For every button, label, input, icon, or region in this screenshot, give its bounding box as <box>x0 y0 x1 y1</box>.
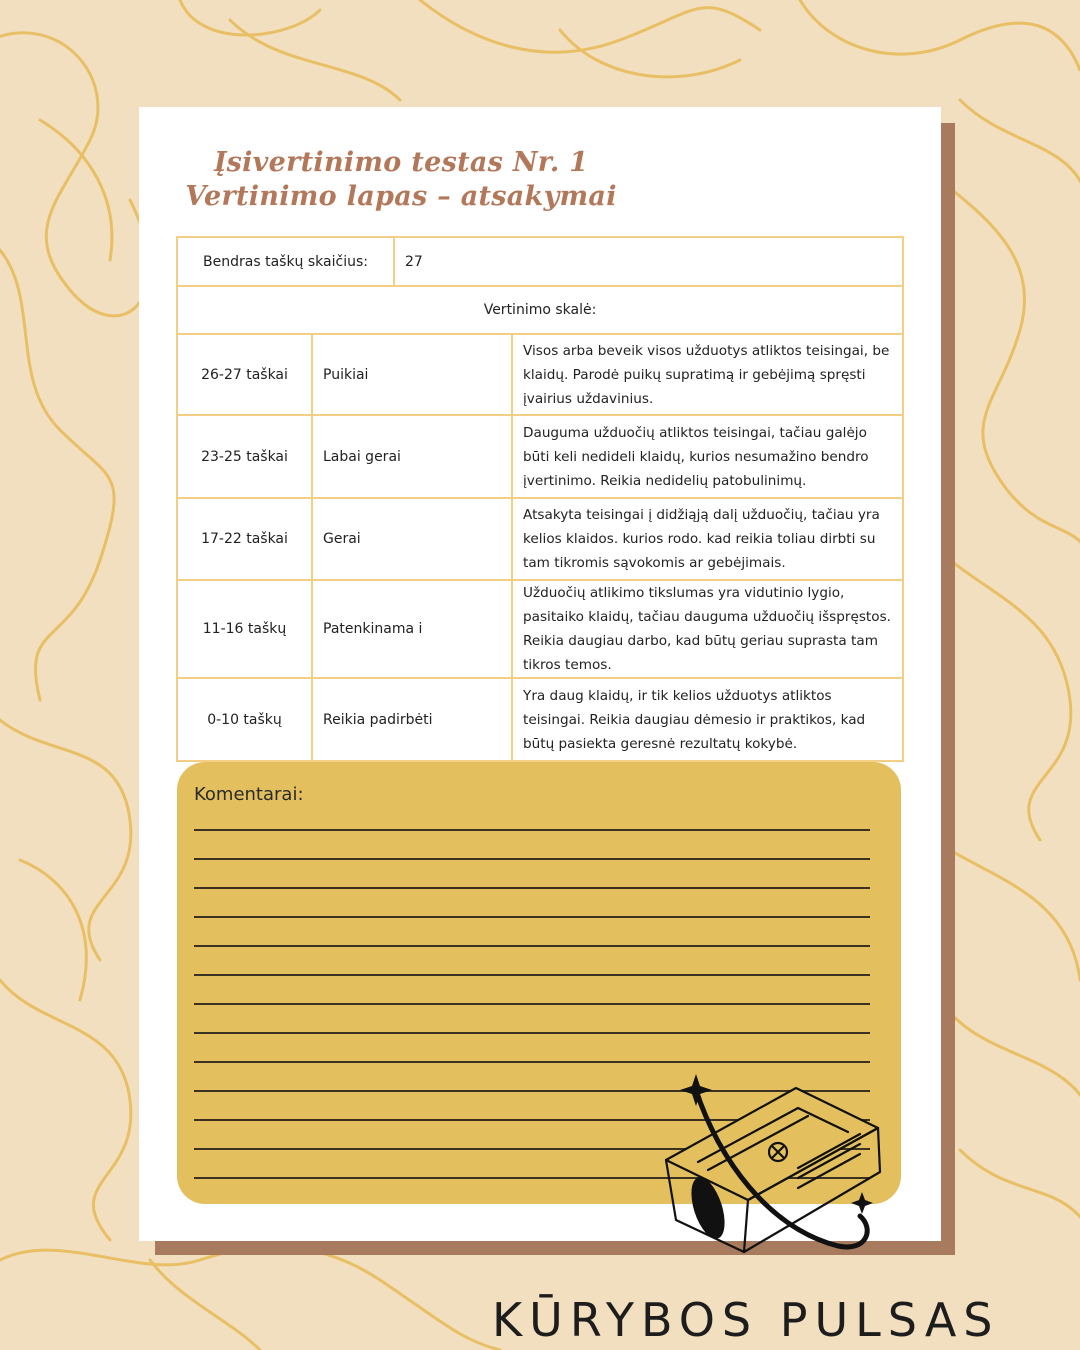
table-row <box>177 678 903 761</box>
grading-scale-table <box>176 236 904 762</box>
description-cell: Visos arba beveik visos užduotys atliktos teisingai, be klaidų. Parodė puikų supratimą ir gebėjimą spręsti įvairius uždavinius. <box>512 334 903 415</box>
brand-wordmark: KŪRYBOS PULSAS <box>492 1293 1000 1347</box>
writing-line <box>194 916 870 918</box>
worksheet-title: Įsivertinimo testas Nr. 1 <box>213 147 589 178</box>
table-row <box>177 415 903 498</box>
table-row <box>177 580 903 678</box>
grade-cell: Labai gerai <box>312 415 512 498</box>
grade-cell: Reikia padirbėti <box>312 678 512 761</box>
description-cell: Yra daug klaidų, ir tik kelios užduotys atliktos teisingai. Reikia daugiau dėmesio ir praktikos, kad būtų pasiekta geresnė rezultatų kokybė. <box>512 678 903 761</box>
writing-line <box>194 829 870 831</box>
writing-line <box>194 1032 870 1034</box>
points-cell: 26-27 taškai <box>177 334 312 415</box>
scale-header-row <box>177 286 903 334</box>
grade-cell: Gerai <box>312 498 512 580</box>
description-cell: Atsakyta teisingai į didžiąją dalį užduočių, tačiau yra kelios klaidos. kurios rodo. kad reikia toliau dirbti su tam tikromis sąvokomis ar gebėjimais. <box>512 498 903 580</box>
pencil-sharpener-icon <box>648 1068 888 1268</box>
grade-cell: Patenkinama i <box>312 580 512 678</box>
scale-header: Vertinimo skalė: <box>177 286 903 334</box>
writing-line <box>194 858 870 860</box>
comments-label: Komentarai: <box>194 784 304 805</box>
total-points-row <box>177 237 903 286</box>
writing-line <box>194 945 870 947</box>
description-cell: Užduočių atlikimo tikslumas yra vidutinio lygio, pasitaiko klaidų, tačiau dauguma užduočių išspręstos. Reikia daugiau darbo, kad būtų geriau suprasta tam tikros temos. <box>512 580 903 678</box>
total-points-label: Bendras taškų skaičius: <box>177 237 394 286</box>
description-cell: Dauguma užduočių atliktos teisingai, tačiau galėjo būti keli nedideli klaidų, kurios nesumažino bendro įvertinimo. Reikia nedidelių patobulinimų. <box>512 415 903 498</box>
table-row <box>177 334 903 415</box>
writing-line <box>194 1003 870 1005</box>
grade-cell: Puikiai <box>312 334 512 415</box>
writing-line <box>194 1061 870 1063</box>
points-cell: 23-25 taškai <box>177 415 312 498</box>
worksheet-subtitle: Vertinimo lapas – atsakymai <box>185 181 617 212</box>
writing-line <box>194 887 870 889</box>
total-points-value: 27 <box>394 237 903 286</box>
points-cell: 17-22 taškai <box>177 498 312 580</box>
writing-line <box>194 974 870 976</box>
points-cell: 11-16 taškų <box>177 580 312 678</box>
points-cell: 0-10 taškų <box>177 678 312 761</box>
table-row <box>177 498 903 580</box>
